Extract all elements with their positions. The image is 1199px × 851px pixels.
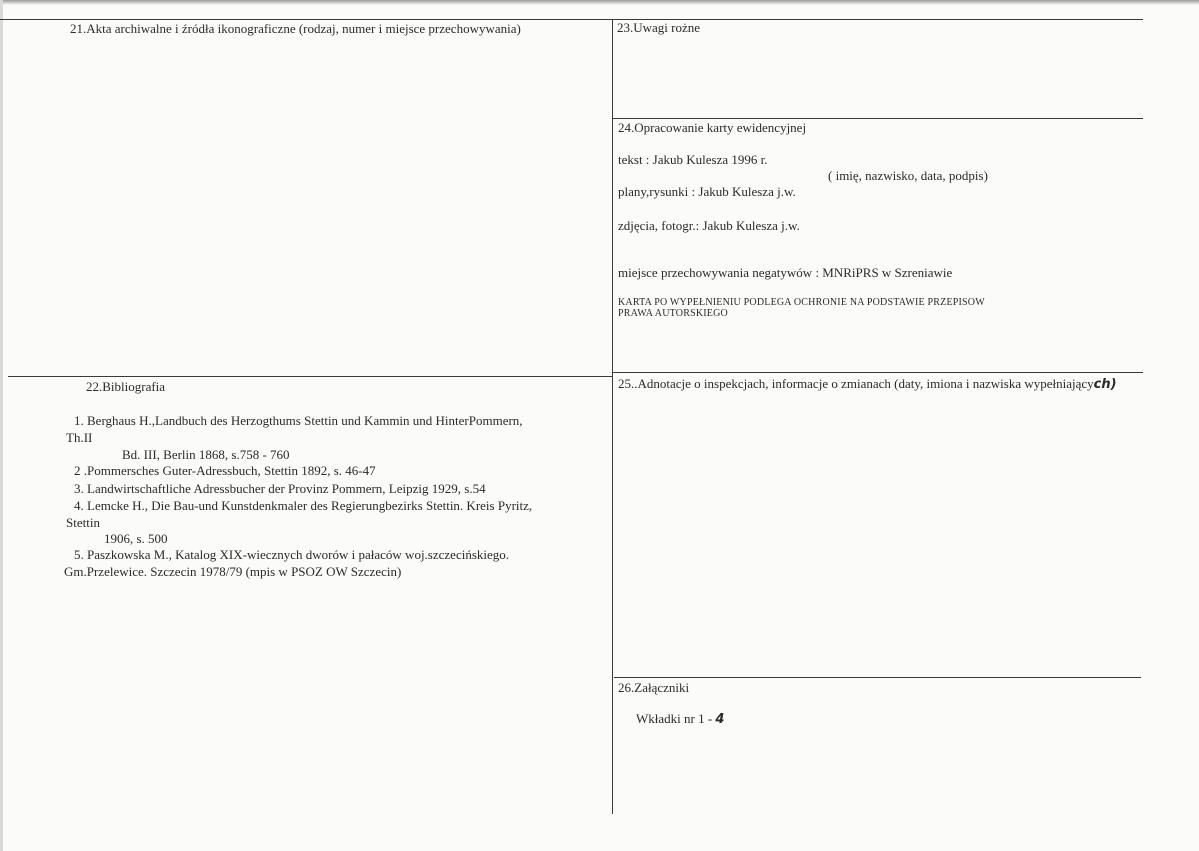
scan-edge-left [0,0,3,851]
center-divider [612,19,613,814]
bibliography-line: Gm.Przelewice. Szczecin 1978/79 (mpis w PSOZ OW Szczecin) [64,564,402,579]
negatives-location: miejsce przechowywania negatywów : MNRiPRS w Szreniawie [618,265,953,280]
section-23-title: 23.Uwagi rożne [617,20,701,35]
bibliography-line: Stettin [66,515,100,530]
section-24-title: 24.Opracowanie karty ewidencyjnej [618,120,807,135]
bibliography-line: 4. Lemcke H., Die Bau-und Kunstdenkmaler des Regierungbezirks Stettin. Kreis Pyritz, [74,498,533,513]
top-rule [0,19,1143,20]
bibliography-line: Th.II [66,430,93,445]
section-25-handwritten-suffix: ch) [1093,377,1117,392]
rule-above-25 [612,372,1143,373]
author-plans: plany,rysunki : Jakub Kulesza j.w. [618,184,796,199]
section-21-title: 21.Akta archiwalne i źródła ikonograficzne (rodzaj, numer i miejsce przechowywania) [70,21,521,36]
copyright-notice-line1: KARTA PO WYPEŁNIENIU PODLEGA OCHRONIE NA PODSTAWIE PRZEPISOW [618,297,985,308]
section-25-title-text: 25..Adnotacje o inspekcjach, informacje o zmianach (daty, imiona i nazwiska wypełniający [618,376,1094,391]
bibliography-line: 2 .Pommersches Guter-Adressbuch, Stettin 1892, s. 46-47 [74,463,376,478]
author-text: tekst : Jakub Kulesza 1996 r. [618,152,768,167]
section-26-title: 26.Załączniki [618,680,690,695]
attachments-inserts [636,711,724,727]
rule-above-24 [612,118,1143,119]
bibliography-line: 1906, s. 500 [104,531,168,546]
bibliography-line: Bd. III, Berlin 1868, s.758 - 760 [122,447,290,462]
bibliography-line: 5. Paszkowska M., Katalog XIX-wiecznych dworów i pałaców woj.szczecińskiego. [74,547,510,562]
scan-edge-top [0,0,1199,5]
author-photos: zdjęcia, fotogr.: Jakub Kulesza j.w. [618,218,800,233]
bibliography-line: 1. Berghaus H.,Landbuch des Herzogthums Stettin und Kammin und HinterPommern, [74,413,523,428]
author-hint: ( imię, nazwisko, data, podpis) [828,168,988,183]
rule-above-26 [614,677,1141,678]
section-22-title: 22.Bibliografia [86,379,166,394]
attachments-inserts-handwritten: 4 [715,712,725,727]
attachments-inserts-text: Wkładki nr 1 - [636,711,716,726]
bibliography-line: 3. Landwirtschaftliche Adressbucher der Provinz Pommern, Leipzig 1929, s.54 [74,481,486,496]
section-25-title [618,376,1117,392]
rule-above-22 [8,376,612,377]
copyright-notice-line2: PRAWA AUTORSKIEGO [618,308,728,319]
